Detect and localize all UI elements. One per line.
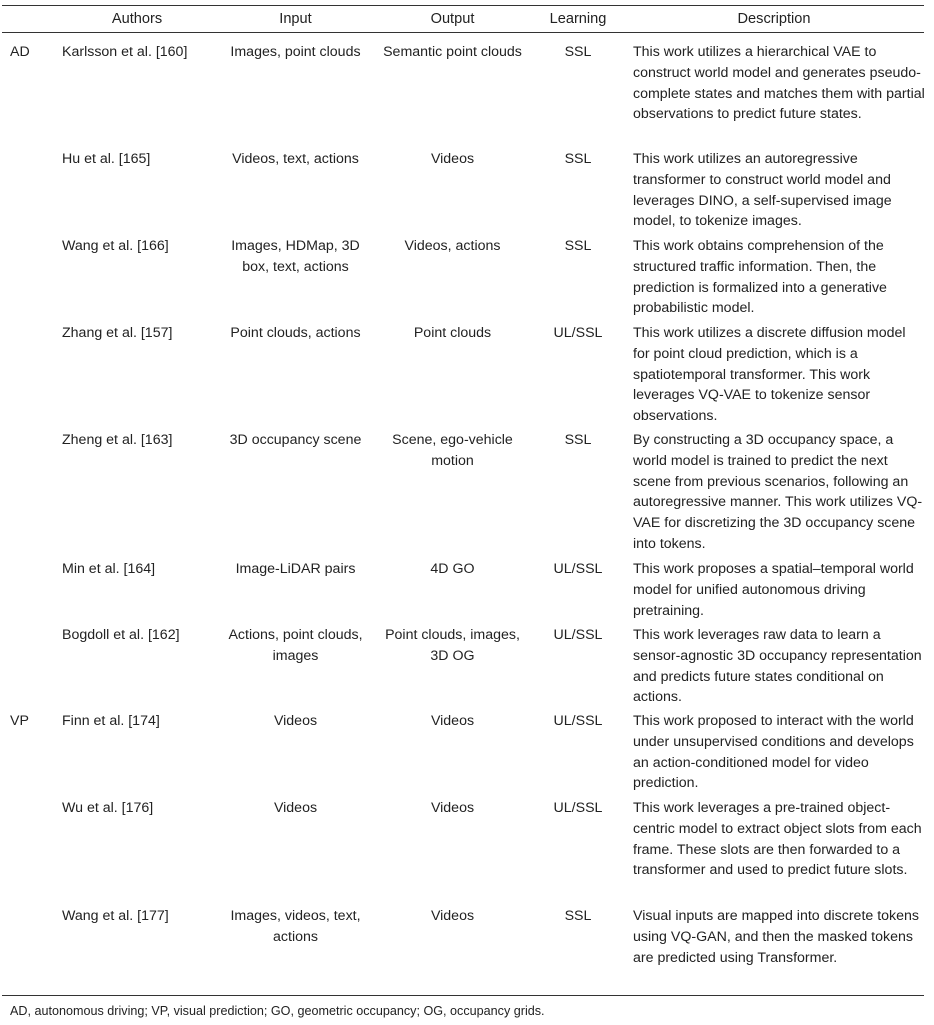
row-learning: SSL bbox=[564, 44, 592, 60]
header-rule bbox=[2, 32, 924, 33]
row-learning: UL/SSL bbox=[553, 561, 603, 577]
row-learning: UL/SSL bbox=[553, 325, 603, 341]
row-input: 3D occupancy scene bbox=[229, 432, 362, 448]
row-category: AD bbox=[10, 44, 30, 60]
row-input: Videos bbox=[273, 713, 318, 729]
row-authors: Finn et al. [174] bbox=[62, 713, 160, 729]
row-output: Scene, ego-vehicle motion bbox=[392, 432, 513, 469]
row-input: Point clouds, actions bbox=[230, 325, 361, 341]
row-description: This work proposed to interact with the world under unsupervised conditions and develops an action-conditioned model for video prediction. bbox=[633, 713, 914, 792]
row-output: Videos bbox=[430, 800, 475, 816]
row-input: Images, HDMap, 3D box, text, actions bbox=[231, 238, 360, 275]
row-learning: SSL bbox=[564, 432, 592, 448]
row-learning: UL/SSL bbox=[553, 800, 603, 816]
row-authors: Min et al. [164] bbox=[62, 561, 156, 577]
row-authors: Karlsson et al. [160] bbox=[62, 44, 188, 60]
row-authors: Wang et al. [177] bbox=[62, 908, 169, 924]
row-category: VP bbox=[10, 713, 29, 729]
row-authors: Bogdoll et al. [162] bbox=[62, 627, 180, 643]
row-input: Actions, point clouds, images bbox=[228, 627, 363, 664]
header-description: Description bbox=[737, 11, 811, 27]
table-top-rule bbox=[2, 5, 924, 6]
row-description: This work utilizes a hierarchical VAE to construct world model and generates pseudo-complete states and matches them with partial observations to predict future states. bbox=[633, 44, 925, 123]
row-authors: Hu et al. [165] bbox=[62, 151, 151, 167]
row-description: This work obtains comprehension of the structured traffic information. Then, the prediction is formalized into a generative probabilistic model. bbox=[633, 238, 887, 317]
row-description: This work proposes a spatial–temporal world model for unified autonomous driving pretraining. bbox=[633, 561, 914, 619]
row-output: Videos bbox=[430, 151, 475, 167]
row-input: Images, point clouds bbox=[230, 44, 361, 60]
row-authors: Wu et al. [176] bbox=[62, 800, 154, 816]
row-learning: SSL bbox=[564, 151, 592, 167]
row-output: Point clouds, images, 3D OG bbox=[385, 627, 520, 664]
row-learning: SSL bbox=[564, 908, 592, 924]
row-description: This work leverages a pre-trained object-centric model to extract object slots from each frame. These slots are then forwarded to a transformer and used to predict future slots. bbox=[633, 800, 922, 879]
row-output: Semantic point clouds bbox=[383, 44, 522, 60]
header-output: Output bbox=[430, 11, 475, 27]
row-authors: Wang et al. [166] bbox=[62, 238, 169, 254]
row-input: Images, videos, text, actions bbox=[230, 908, 361, 945]
header-learning: Learning bbox=[549, 11, 607, 27]
row-output: Videos bbox=[430, 713, 475, 729]
row-description: This work utilizes an autoregressive transformer to construct world model and leverages DINO, a self-supervised image model, to tokenize images. bbox=[633, 151, 892, 230]
row-output: Videos, actions bbox=[404, 238, 501, 254]
row-input: Image-LiDAR pairs bbox=[235, 561, 356, 577]
table-footnote: AD, autonomous driving; VP, visual prediction; GO, geometric occupancy; OG, occupancy grids. bbox=[10, 1004, 545, 1018]
row-learning: SSL bbox=[564, 238, 592, 254]
row-description: This work leverages raw data to learn a sensor-agnostic 3D occupancy representation and predicts future states conditional on actions. bbox=[633, 627, 922, 706]
row-output: 4D GO bbox=[430, 561, 475, 577]
row-output: Point clouds bbox=[413, 325, 492, 341]
header-input: Input bbox=[279, 11, 312, 27]
table-bottom-rule bbox=[2, 995, 924, 996]
row-input: Videos bbox=[273, 800, 318, 816]
row-learning: UL/SSL bbox=[553, 713, 603, 729]
row-output: Videos bbox=[430, 908, 475, 924]
row-description: This work utilizes a discrete diffusion model for point cloud prediction, which is a spatiotemporal transformer. This work leverages VQ-VAE to tokenize sensor observations. bbox=[633, 325, 906, 425]
row-authors: Zheng et al. [163] bbox=[62, 432, 173, 448]
row-input: Videos, text, actions bbox=[232, 151, 359, 167]
row-description: Visual inputs are mapped into discrete tokens using VQ-GAN, and then the masked tokens are predicted using Transformer. bbox=[633, 908, 920, 966]
row-description: By constructing a 3D occupancy space, a world model is trained to predict the next scene from previous scenarios, following an autoregressive manner. This work utilizes VQ-VAE for discretizing the 3D occupancy scene into tokens. bbox=[633, 432, 923, 552]
header-authors: Authors bbox=[111, 11, 163, 27]
row-authors: Zhang et al. [157] bbox=[62, 325, 173, 341]
row-learning: UL/SSL bbox=[553, 627, 603, 643]
